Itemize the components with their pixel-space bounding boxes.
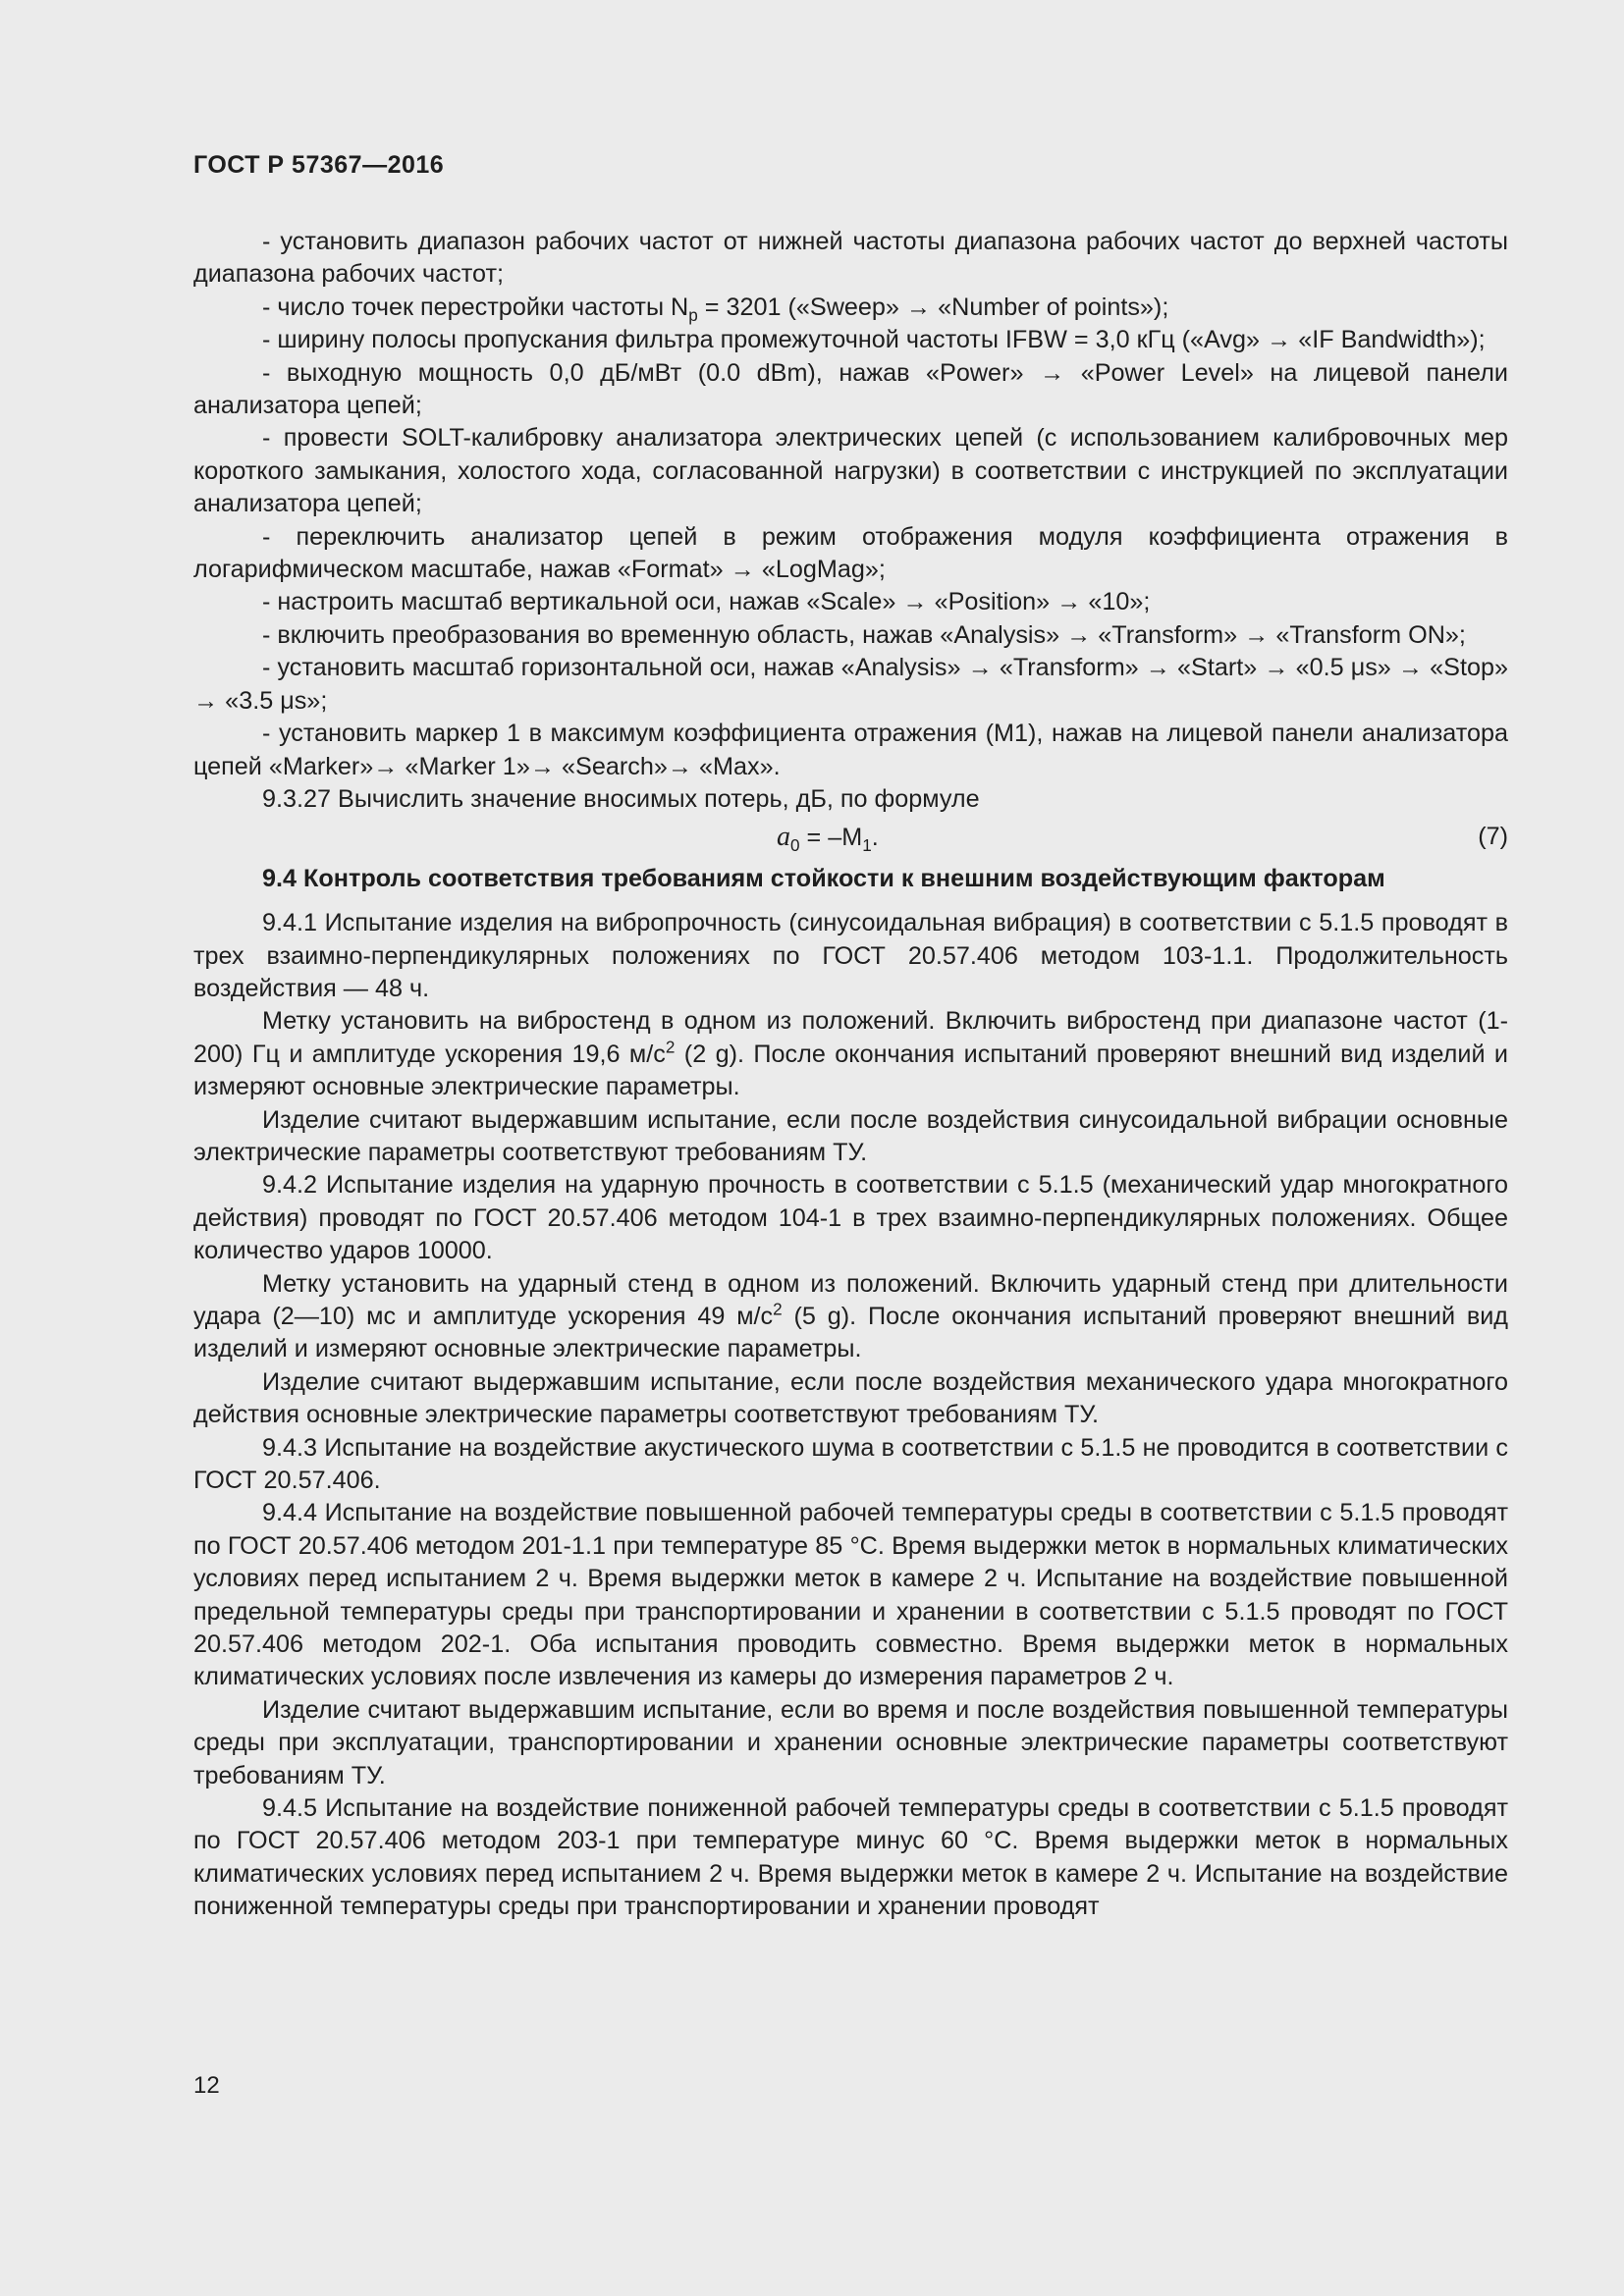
formula-m-subscript: 1 [862,835,872,856]
paragraph-9-3-27: 9.3.27 Вычислить значение вносимых потерь, дБ, по формуле [262,784,980,813]
step-sweep-points-rest: = 3201 («Sweep» → «Number of points»); [697,293,1169,321]
vibration-setup-text: Метку установить на вибростенд в одном из положений. Включить вибростенд при диапазоне частот (1-200) Гц и амплитуде ускорения 19,6 м/с [193,1007,1508,1068]
formula-expression [777,821,879,854]
step-marker: - установить маркер 1 в максимум коэффициента отражения (M1), нажав на лицевой панели анализатора цепей «Marker»→ «Marker 1»→ «Search»→ «Max». [193,720,1508,780]
paragraph-9-4-2: 9.4.2 Испытание изделия на ударную прочность в соответствии с 5.1.5 (механический удар многократного действия) проводят по ГОСТ 20.57.406 методом 104-1 в трех взаимно-перпендикулярных положениях. Общее количество ударов 10000. [193,1171,1508,1265]
paragraph-heat-result: Изделие считают выдержавшим испытание, если во время и после воздействия повышенной температуры среды при эксплуатации, транспортировании и хранении основные электрические параметры соответствуют требованиям ТУ. [193,1695,1508,1789]
paragraph-vibration-result: Изделие считают выдержавшим испытание, если после воздействия синусоидальной вибрации основные электрические параметры соответствуют требованиям ТУ. [193,1105,1508,1166]
formula-middle: = –M [799,824,863,852]
step-vertical-scale: - настроить масштаб вертикальной оси, нажав «Scale» → «Position» → «10»; [262,588,1151,616]
vibration-setup-rest: (2 g). После окончания испытаний проверяют внешний вид изделий и измеряют основные электрические параметры. [193,1040,1508,1101]
step-frequency-range: - установить диапазон рабочих частот от нижней частоты диапазона рабочих частот до верхней частоты диапазона рабочих частот; [193,228,1508,289]
formula-end: . [871,824,879,852]
step-horizontal-scale: - установить масштаб горизонтальной оси, нажав «Analysis» → «Transform» → «Start» → «0.5 μs» → «Stop» → «3.5 μs»; [193,654,1508,715]
formula-variable: a [777,822,790,853]
paragraph-vibration-setup [193,1005,1508,1103]
step-if-bandwidth: - ширину полосы пропускания фильтра промежуточной частоты IFBW = 3,0 кГц («Avg» → «IF Bandwidth»); [262,326,1486,354]
formula-variable-subscript: 0 [790,835,800,856]
step-logmag-format: - переключить анализатор цепей в режим отображения модуля коэффициента отражения в логарифмическом масштабе, нажав «Format» → «LogMag»; [193,522,1508,584]
points-subscript: p [688,304,698,325]
section-heading-9-4: 9.4 Контроль соответствия требованиям стойкости к внешним воздействующим факторам [262,864,1385,892]
step-solt-calibration: - провести SOLT-калибровку анализатора электрических цепей (с использованием калибровочных мер короткого замыкания, холостого хода, согласованной нагрузки) в соответствии с инструкцией по эксплуатации анализатора цепей; [193,424,1508,518]
page-number: 12 [193,2072,220,2099]
paragraph-shock-setup [193,1268,1508,1366]
shock-setup-rest: (5 g). После окончания испытаний проверяют внешний вид изделий и измеряют основные электрические параметры. [193,1302,1509,1363]
step-time-domain: - включить преобразования во временную область, нажав «Analysis» → «Transform» → «Transform ON»; [262,620,1466,649]
vibration-superscript: 2 [665,1037,676,1057]
paragraph-9-4-5: 9.4.5 Испытание на воздействие пониженной рабочей температуры среды в соответствии с 5.1.5 проводят по ГОСТ 20.57.406 методом 203-1 при температуре минус 60 °С. Время выдержки меток в нормальных климатических условиях перед испытанием 2 ч. Время выдержки меток в камере 2 ч. Испытание на воздействие пониженной температуры среды при транспортировании и хранении проводят [193,1794,1508,1921]
step-sweep-points [193,292,1508,324]
document-body [193,226,1508,1924]
formula-number: (7) [1478,823,1508,851]
formula-7 [193,821,1508,856]
shock-superscript: 2 [773,1299,783,1319]
paragraph-9-4-3: 9.4.3 Испытание на воздействие акустического шума в соответствии с 5.1.5 не проводится в соответствии с ГОСТ 20.57.406. [193,1433,1508,1495]
paragraph-9-4-4: 9.4.4 Испытание на воздействие повышенной рабочей температуры среды в соответствии с 5.1.5 проводят по ГОСТ 20.57.406 методом 201-1.1 при температуре 85 °С. Время выдержки меток в нормальных климатических условиях перед испытанием 2 ч. Время выдержки меток в камере 2 ч. Испытание на воздействие повышенной предельной температуры среды при транспортировании и хранении в соответствии с 5.1.5 проводят по ГОСТ 20.57.406 методом 202-1. Оба испытания проводить совместно. Время выдержки меток в нормальных климатических условиях после извлечения из камеры до измерения параметров 2 ч. [193,1499,1508,1691]
paragraph-9-4-1: 9.4.1 Испытание изделия на вибропрочность (синусоидальная вибрация) в соответствии с 5.1.5 проводят в трех взаимно-перпендикулярных положениях по ГОСТ 20.57.406 методом 103-1.1. Продолжительность воздействия — 48 ч. [193,909,1508,1002]
step-power-level: - выходную мощность 0,0 дБ/мВт (0.0 dBm), нажав «Power» → «Power Level» на лицевой панели анализатора цепей; [193,358,1508,420]
document-header: ГОСТ Р 57367—2016 [193,151,445,179]
shock-setup-text: Метку установить на ударный стенд в одном из положений. Включить ударный стенд при длительности удара (2—10) мс и амплитуде ускорения 49 м/с [193,1269,1508,1330]
step-sweep-points-text: - число точек перестройки частоты N [262,293,689,321]
paragraph-shock-result: Изделие считают выдержавшим испытание, если после воздействия механического удара многократного действия основные электрические параметры соответствуют требованиям ТУ. [193,1367,1508,1429]
